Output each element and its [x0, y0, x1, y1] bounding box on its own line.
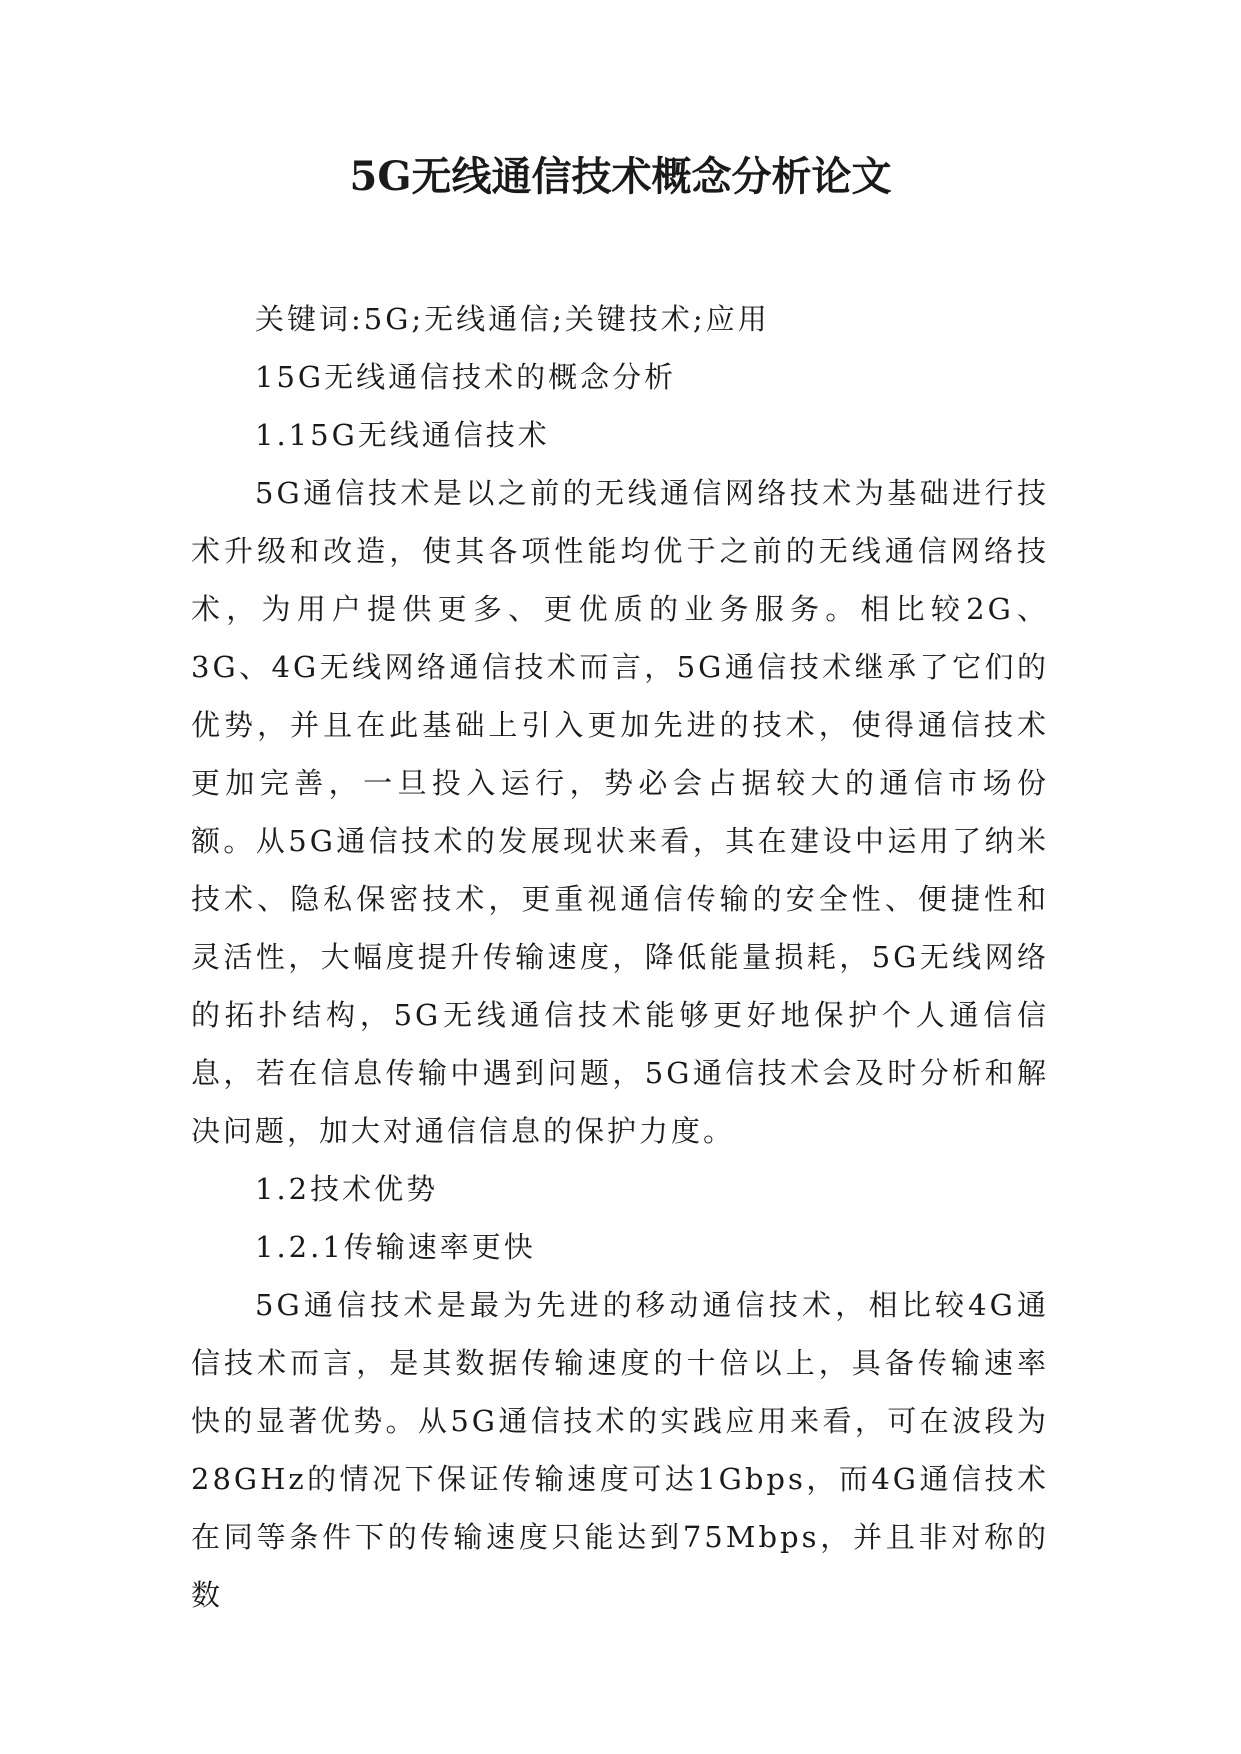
body-paragraph-2: 5G通信技术是最为先进的移动通信技术，相比较4G通信技术而言，是其数据传输速度的十倍以上，具备传输速率快的显著优势。从5G通信技术的实践应用来看，可在波段为28GHz的情况下保证传输速度可达1Gbps，而4G通信技术在同等条件下的传输速度只能达到75Mbps，并且非对称的数 — [191, 1288, 1049, 1612]
section-heading-1-2: 1.2技术优势 — [255, 1172, 439, 1206]
section-heading-1-2-1: 1.2.1传输速率更快 — [255, 1230, 536, 1264]
section-heading-1-1: 1.15G无线通信技术 — [255, 418, 550, 452]
keywords-line: 关键词:5G;无线通信;关键技术;应用 — [255, 302, 770, 336]
body-paragraph-1: 5G通信技术是以之前的无线通信网络技术为基础进行技术升级和改造，使其各项性能均优于之前的无线通信网络技术，为用户提供更多、更优质的业务服务。相比较2G、3G、4G无线网络通信技术而言，5G通信技术继承了它们的优势，并且在此基础上引入更加先进的技术，使得通信技术更加完善，一旦投入运行，势必会占据较大的通信市场份额。从5G通信技术的发展现状来看，其在建设中运用了纳米技术、隐私保密技术，更重视通信传输的安全性、便捷性和灵活性，大幅度提升传输速度，降低能量损耗，5G无线网络的拓扑结构，5G无线通信技术能够更好地保护个人通信信息，若在信息传输中遇到问题，5G通信技术会及时分析和解决问题，加大对通信信息的保护力度。 — [191, 476, 1049, 1148]
document-title: 5G无线通信技术概念分析论文 — [349, 153, 892, 200]
section-heading-1: 15G无线通信技术的概念分析 — [255, 360, 677, 394]
document-body — [191, 290, 1049, 1624]
